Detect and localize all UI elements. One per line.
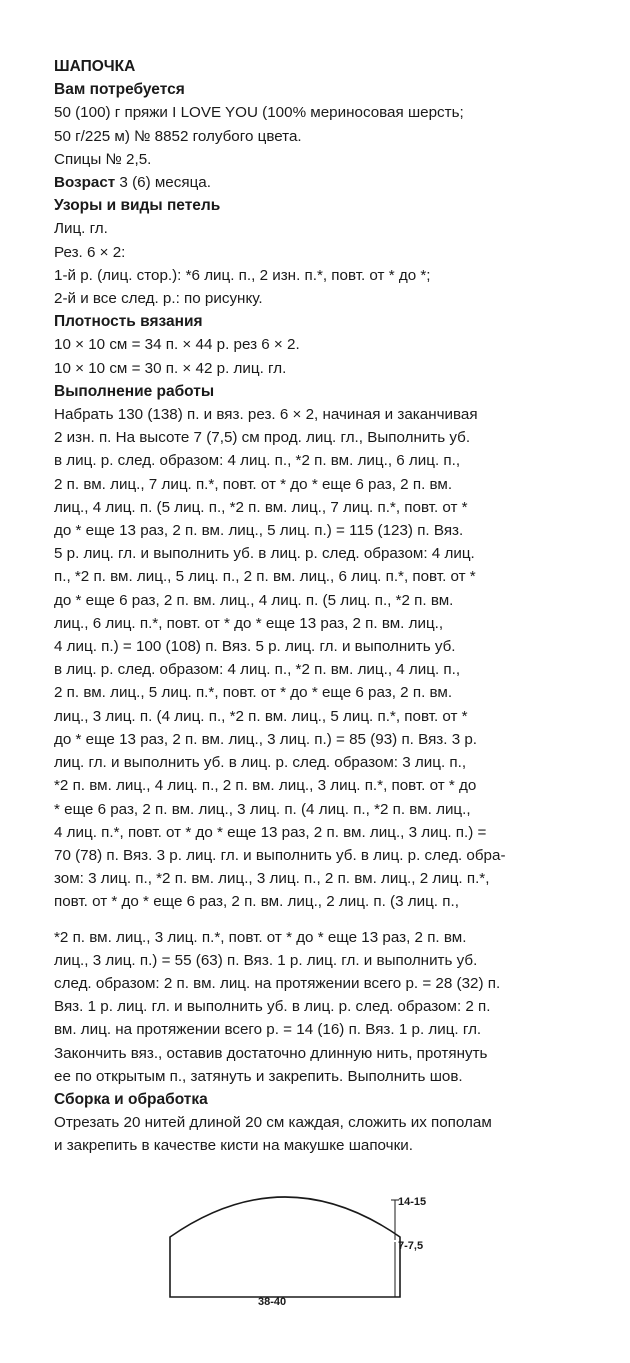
instruction-line: вм. лиц. на протяжении всего р. = 14 (16) п. Вяз. 1 р. лиц. гл. <box>54 1021 482 1039</box>
instruction-line: 2 изн. п. На высоте 7 (7,5) см прод. лиц. гл., Выполнить уб. <box>54 429 471 447</box>
instruction-line: в лиц. р. след. образом: 4 лиц. п., *2 п. вм. лиц., 6 лиц. п., <box>54 452 461 470</box>
instruction-line: лиц., 4 лиц. п. (5 лиц. п., *2 п. вм. лиц., 7 лиц. п.*, повт. от * <box>54 498 468 516</box>
side-dimension-label: 7-7,5 <box>398 1240 424 1252</box>
page-title: ШАПОЧКА <box>54 58 136 75</box>
instruction-line: лиц., 3 лиц. п. (4 лиц. п., *2 п. вм. лиц., 5 лиц. п.*, повт. от * <box>54 707 468 725</box>
materials-line: Спицы № 2,5. <box>54 150 152 168</box>
instruction-line: в лиц. р. след. образом: 4 лиц. п., *2 п. вм. лиц., 4 лиц. п., <box>54 661 461 679</box>
materials-line: 50 г/225 м) № 8852 голубого цвета. <box>54 127 302 145</box>
bottom-dimension-label: 38-40 <box>258 1296 287 1308</box>
assembly-heading: Сборка и обработка <box>54 1090 208 1108</box>
patterns-heading: Узоры и виды петель <box>54 197 221 215</box>
assembly-line: и закрепить в качестве кисти на макушке шапочки. <box>54 1137 413 1155</box>
instruction-line: лиц. гл. и выполнить уб. в лиц. р. след. образом: 3 лиц. п., <box>54 754 467 772</box>
top-dimension-label: 14-15 <box>398 1196 427 1208</box>
age-value: 3 (6) месяца. <box>115 174 211 192</box>
instruction-line: зом: 3 лиц. п., *2 п. вм. лиц., 3 лиц. п., 2 п. вм. лиц., 2 лиц. п.*, <box>54 870 490 888</box>
instructions-part1 <box>54 403 594 913</box>
instruction-line: п., *2 п. вм. лиц., 5 лиц. п., 2 п. вм. лиц., 6 лиц. п.*, повт. от * <box>54 568 476 586</box>
patterns-line: 1-й р. (лиц. стор.): *6 лиц. п., 2 изн. п.*, повт. от * до *; <box>54 266 431 284</box>
instruction-line: до * еще 13 раз, 2 п. вм. лиц., 5 лиц. п.) = 115 (123) п. Вяз. <box>54 522 464 540</box>
instruction-line: до * еще 13 раз, 2 п. вм. лиц., 3 лиц. п.) = 85 (93) п. Вяз. 3 р. <box>54 730 478 748</box>
instruction-line: до * еще 6 раз, 2 п. вм. лиц., 4 лиц. п. (5 лиц. п., *2 п. вм. <box>54 591 454 609</box>
patterns-line: 2-й и все след. р.: по рисунку. <box>54 290 263 308</box>
instruction-line: Вяз. 1 р. лиц. гл. и выполнить уб. в лиц. р. след. образом: 2 п. <box>54 998 491 1016</box>
patterns-line: Рез. 6 × 2: <box>54 243 126 261</box>
instruction-line: *2 п. вм. лиц., 4 лиц. п., 2 п. вм. лиц., 3 лиц. п.*, повт. от * до <box>54 777 477 795</box>
hat-outline <box>170 1197 400 1297</box>
instructions-part2 <box>54 926 594 1088</box>
instruction-line: след. образом: 2 п. вм. лиц. на протяжении всего р. = 28 (32) п. <box>54 974 501 992</box>
instruction-line: 2 п. вм. лиц., 5 лиц. п.*, повт. от * до * еще 6 раз, 2 п. вм. <box>54 684 453 702</box>
column-gap <box>54 914 594 926</box>
gauge-line: 10 × 10 см = 30 п. × 42 р. лиц. гл. <box>54 359 287 377</box>
patterns-line: Лиц. гл. <box>54 220 108 238</box>
assembly-line: Отрезать 20 нитей длиной 20 см каждая, сложить их пополам <box>54 1114 492 1132</box>
materials-heading: Вам потребуется <box>54 81 185 99</box>
instruction-line: 2 п. вм. лиц., 7 лиц. п.*, повт. от * до * еще 6 раз, 2 п. вм. <box>54 475 453 493</box>
instruction-line: лиц., 3 лиц. п.) = 55 (63) п. Вяз. 1 р. лиц. гл. и выполнить уб. <box>54 951 478 969</box>
pattern-text <box>54 55 594 1158</box>
instruction-line: 70 (78) п. Вяз. 3 р. лиц. гл. и выполнить уб. в лиц. р. след. обра- <box>54 846 506 864</box>
age-line <box>54 171 594 194</box>
age-label: Возраст <box>54 174 116 192</box>
instruction-line: 4 лиц. п.*, повт. от * до * еще 13 раз, 2 п. вм. лиц., 3 лиц. п.) = <box>54 823 487 841</box>
instruction-line: Набрать 130 (138) п. и вяз. рез. 6 × 2, начиная и заканчивая <box>54 406 478 424</box>
instructions-heading: Выполнение работы <box>54 382 215 400</box>
materials-line: 50 (100) г пряжи I LOVE YOU (100% мериносовая шерсть; <box>54 104 464 122</box>
instruction-line: ее по открытым п., затянуть и закрепить. Выполнить шов. <box>54 1067 463 1085</box>
gauge-heading: Плотность вязания <box>54 313 203 331</box>
instruction-line: Закончить вяз., оставив достаточно длинную нить, протянуть <box>54 1044 488 1062</box>
instruction-line: 5 р. лиц. гл. и выполнить уб. в лиц. р. след. образом: 4 лиц. <box>54 545 475 563</box>
instruction-line: повт. от * до * еще 6 раз, 2 п. вм. лиц., 2 лиц. п. (3 лиц. п., <box>54 893 459 911</box>
instruction-line: *2 п. вм. лиц., 3 лиц. п.*, повт. от * до * еще 13 раз, 2 п. вм. <box>54 928 467 946</box>
instruction-line: лиц., 6 лиц. п.*, повт. от * до * еще 13 раз, 2 п. вм. лиц., <box>54 614 444 632</box>
instruction-line: * еще 6 раз, 2 п. вм. лиц., 3 лиц. п. (4 лиц. п., *2 п. вм. лиц., <box>54 800 471 818</box>
instruction-line: 4 лиц. п.) = 100 (108) п. Вяз. 5 р. лиц. гл. и выполнить уб. <box>54 638 456 656</box>
gauge-line: 10 × 10 см = 34 п. × 44 р. рез 6 × 2. <box>54 336 300 354</box>
